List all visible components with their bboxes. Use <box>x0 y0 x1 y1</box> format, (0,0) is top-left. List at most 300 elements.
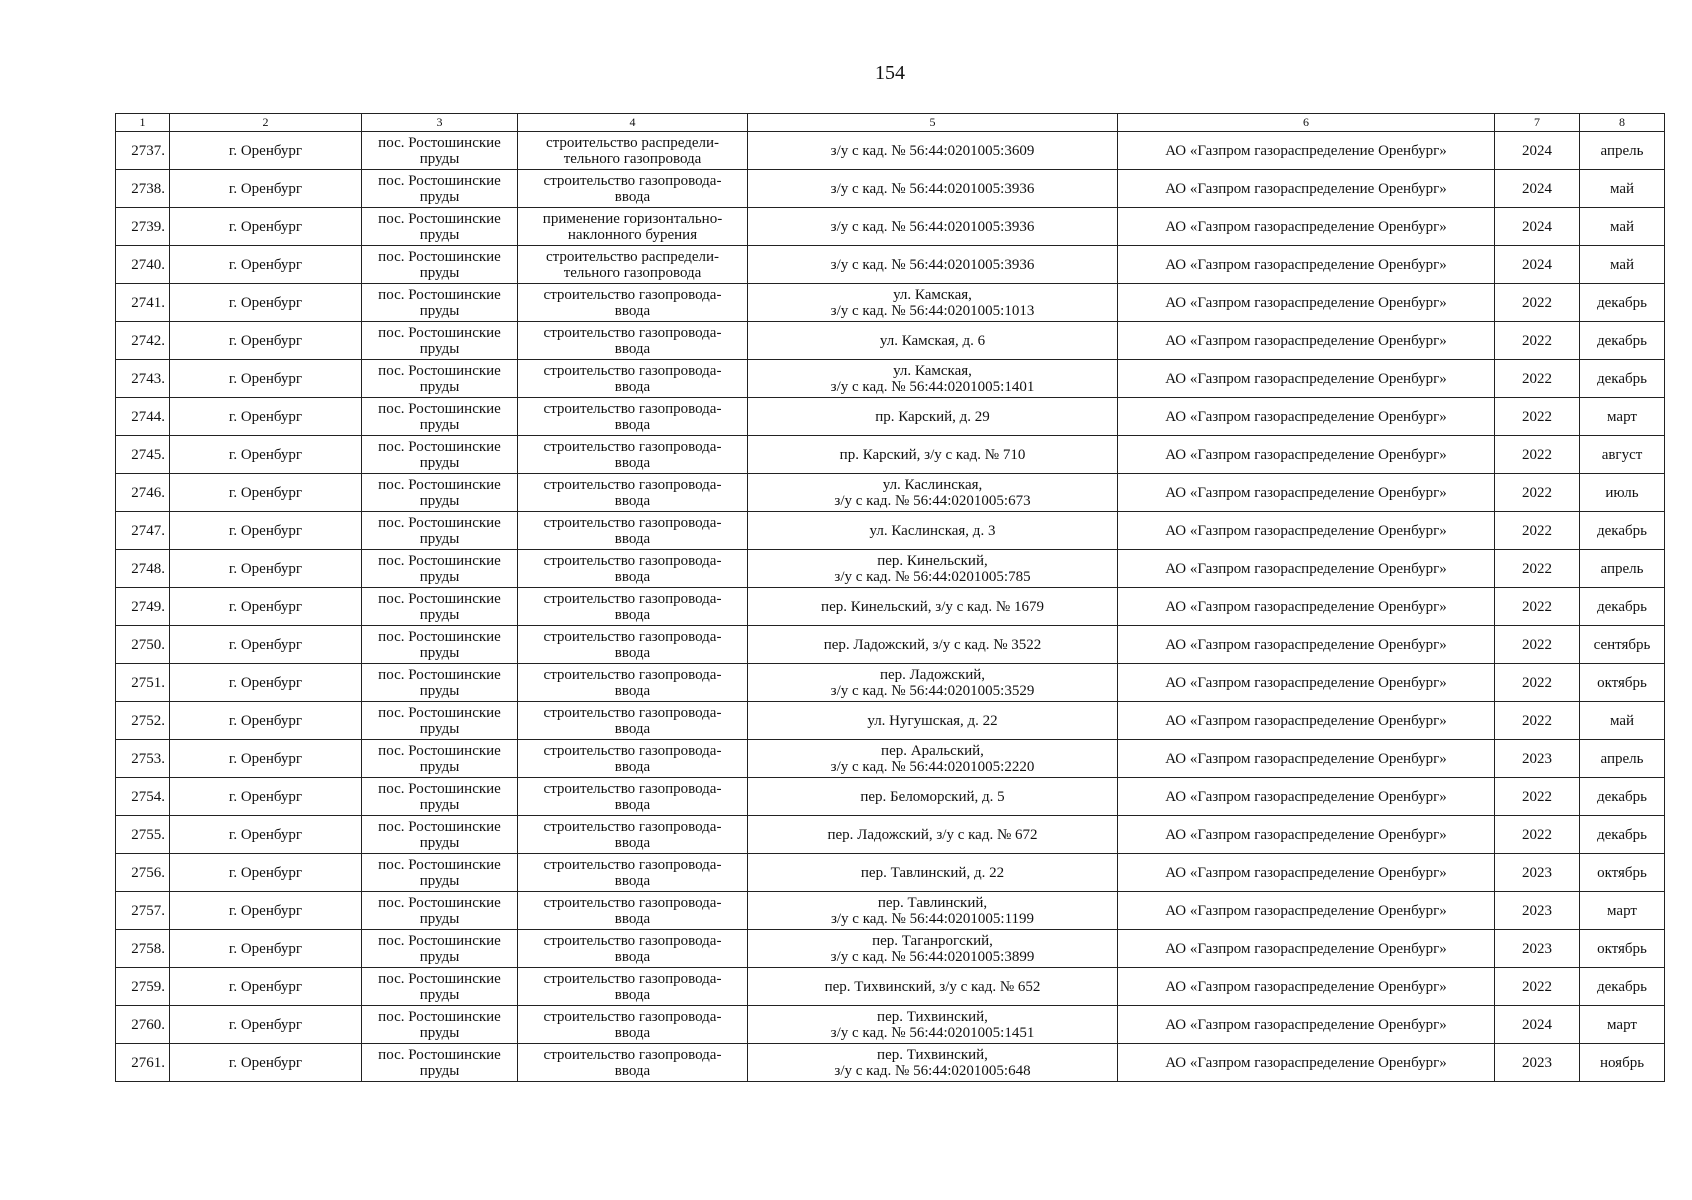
month-cell: декабрь <box>1580 322 1665 360</box>
year-cell: 2023 <box>1495 1044 1580 1082</box>
organization-cell: АО «Газпром газораспределение Оренбург» <box>1118 474 1495 512</box>
organization-cell: АО «Газпром газораспределение Оренбург» <box>1118 132 1495 170</box>
row-number-cell: 2755. <box>116 816 170 854</box>
address-cell-line: пер. Кинельский, з/у с кад. № 1679 <box>821 598 1044 615</box>
work-type-cell <box>518 968 748 1006</box>
year-cell: 2022 <box>1495 778 1580 816</box>
organization-cell: АО «Газпром газораспределение Оренбург» <box>1118 626 1495 664</box>
table-row <box>116 816 1665 854</box>
organization-cell: АО «Газпром газораспределение Оренбург» <box>1118 892 1495 930</box>
city-cell: г. Оренбург <box>170 778 362 816</box>
address-cell-line: з/у с кад. № 56:44:0201005:3529 <box>830 682 1035 699</box>
month-cell: март <box>1580 892 1665 930</box>
work-type-cell-line: строительство газопровода- <box>543 590 722 607</box>
locality-cell-line: пос. Ростошинские <box>378 324 501 341</box>
work-type-cell <box>518 322 748 360</box>
locality-cell <box>362 474 518 512</box>
month-cell: декабрь <box>1580 968 1665 1006</box>
locality-cell <box>362 930 518 968</box>
address-cell <box>748 246 1118 284</box>
organization-cell: АО «Газпром газораспределение Оренбург» <box>1118 512 1495 550</box>
work-type-cell-line: ввода <box>614 758 651 775</box>
address-cell-line: пер. Аральский, <box>881 742 984 759</box>
locality-cell-line: пос. Ростошинские <box>378 932 501 949</box>
table-row <box>116 854 1665 892</box>
table-row <box>116 360 1665 398</box>
work-type-cell-line: строительство газопровода- <box>543 172 722 189</box>
table-row <box>116 1006 1665 1044</box>
row-number-cell: 2756. <box>116 854 170 892</box>
work-type-cell-line: ввода <box>614 834 651 851</box>
address-cell-line: з/у с кад. № 56:44:0201005:1401 <box>830 378 1035 395</box>
organization-cell: АО «Газпром газораспределение Оренбург» <box>1118 740 1495 778</box>
work-type-cell-line: ввода <box>614 492 651 509</box>
work-type-cell <box>518 246 748 284</box>
city-cell: г. Оренбург <box>170 930 362 968</box>
work-type-cell-line: ввода <box>614 378 651 395</box>
organization-cell: АО «Газпром газораспределение Оренбург» <box>1118 208 1495 246</box>
column-number: 3 <box>362 114 518 132</box>
locality-cell <box>362 322 518 360</box>
address-cell <box>748 740 1118 778</box>
work-type-cell <box>518 550 748 588</box>
locality-cell <box>362 284 518 322</box>
work-type-cell-line: строительство газопровода- <box>543 818 722 835</box>
month-cell: декабрь <box>1580 816 1665 854</box>
year-cell: 2022 <box>1495 702 1580 740</box>
year-cell: 2023 <box>1495 854 1580 892</box>
address-cell <box>748 550 1118 588</box>
year-cell: 2024 <box>1495 1006 1580 1044</box>
city-cell: г. Оренбург <box>170 474 362 512</box>
year-cell: 2022 <box>1495 398 1580 436</box>
locality-cell-line: пруды <box>419 644 460 661</box>
month-cell: декабрь <box>1580 778 1665 816</box>
address-cell-line: пер. Тихвинский, <box>877 1046 988 1063</box>
work-type-cell-line: ввода <box>614 302 651 319</box>
address-cell-line: пер. Тавлинский, <box>877 894 988 911</box>
organization-cell: АО «Газпром газораспределение Оренбург» <box>1118 588 1495 626</box>
locality-cell-line: пруды <box>419 150 460 167</box>
work-type-cell-line: ввода <box>614 606 651 623</box>
work-type-cell-line: ввода <box>614 910 651 927</box>
month-cell: май <box>1580 702 1665 740</box>
locality-cell-line: пруды <box>419 872 460 889</box>
address-cell-line: пер. Таганрогский, <box>872 932 993 949</box>
city-cell: г. Оренбург <box>170 892 362 930</box>
locality-cell-line: пос. Ростошинские <box>378 362 501 379</box>
address-cell-line: пер. Кинельский, <box>877 552 988 569</box>
organization-cell: АО «Газпром газораспределение Оренбург» <box>1118 170 1495 208</box>
work-type-cell-line: ввода <box>614 682 651 699</box>
work-type-cell <box>518 740 748 778</box>
month-cell: июль <box>1580 474 1665 512</box>
table-row <box>116 702 1665 740</box>
work-type-cell <box>518 512 748 550</box>
organization-cell: АО «Газпром газораспределение Оренбург» <box>1118 702 1495 740</box>
locality-cell <box>362 1006 518 1044</box>
locality-cell-line: пос. Ростошинские <box>378 628 501 645</box>
work-type-cell-line: строительство газопровода- <box>543 1008 722 1025</box>
work-type-cell-line: строительство газопровода- <box>543 780 722 797</box>
work-type-cell <box>518 816 748 854</box>
row-number-cell: 2747. <box>116 512 170 550</box>
address-cell <box>748 512 1118 550</box>
row-number-cell: 2757. <box>116 892 170 930</box>
locality-cell-line: пос. Ростошинские <box>378 894 501 911</box>
locality-cell-line: пруды <box>419 340 460 357</box>
locality-cell-line: пруды <box>419 416 460 433</box>
month-cell: октябрь <box>1580 930 1665 968</box>
locality-cell-line: пруды <box>419 1024 460 1041</box>
locality-cell-line: пруды <box>419 226 460 243</box>
work-type-cell-line: строительство газопровода- <box>543 476 722 493</box>
work-type-cell <box>518 778 748 816</box>
year-cell: 2022 <box>1495 436 1580 474</box>
work-type-cell-line: ввода <box>614 1062 651 1079</box>
address-cell-line: пр. Карский, д. 29 <box>875 408 990 425</box>
locality-cell-line: пос. Ростошинские <box>378 590 501 607</box>
row-number-cell: 2748. <box>116 550 170 588</box>
work-type-cell-line: ввода <box>614 454 651 471</box>
locality-cell-line: пос. Ростошинские <box>378 818 501 835</box>
row-number-cell: 2746. <box>116 474 170 512</box>
locality-cell-line: пруды <box>419 682 460 699</box>
column-number: 5 <box>748 114 1118 132</box>
locality-cell <box>362 816 518 854</box>
work-type-cell-line: ввода <box>614 720 651 737</box>
address-cell <box>748 208 1118 246</box>
work-type-cell-line: строительство распредели- <box>545 248 719 265</box>
column-number-row <box>116 114 1665 132</box>
table-row <box>116 664 1665 702</box>
column-number: 6 <box>1118 114 1495 132</box>
row-number-cell: 2738. <box>116 170 170 208</box>
table-row <box>116 474 1665 512</box>
address-cell <box>748 778 1118 816</box>
city-cell: г. Оренбург <box>170 1044 362 1082</box>
month-cell: апрель <box>1580 132 1665 170</box>
year-cell: 2023 <box>1495 740 1580 778</box>
address-cell-line: ул. Каслинская, д. 3 <box>869 522 996 539</box>
address-cell <box>748 284 1118 322</box>
locality-cell-line: пруды <box>419 720 460 737</box>
work-type-cell <box>518 284 748 322</box>
work-type-cell-line: строительство газопровода- <box>543 286 722 303</box>
city-cell: г. Оренбург <box>170 816 362 854</box>
address-cell-line: пр. Карский, з/у с кад. № 710 <box>839 446 1026 463</box>
work-type-cell-line: строительство газопровода- <box>543 400 722 417</box>
city-cell: г. Оренбург <box>170 208 362 246</box>
row-number-cell: 2752. <box>116 702 170 740</box>
work-type-cell <box>518 854 748 892</box>
locality-cell-line: пос. Ростошинские <box>378 476 501 493</box>
locality-cell-line: пруды <box>419 454 460 471</box>
column-number: 4 <box>518 114 748 132</box>
organization-cell: АО «Газпром газораспределение Оренбург» <box>1118 284 1495 322</box>
address-cell-line: пер. Ладожский, з/у с кад. № 672 <box>827 826 1038 843</box>
work-type-cell-line: строительство газопровода- <box>543 438 722 455</box>
table-row <box>116 778 1665 816</box>
city-cell: г. Оренбург <box>170 322 362 360</box>
organization-cell: АО «Газпром газораспределение Оренбург» <box>1118 246 1495 284</box>
row-number-cell: 2749. <box>116 588 170 626</box>
work-type-cell-line: ввода <box>614 530 651 547</box>
month-cell: сентябрь <box>1580 626 1665 664</box>
city-cell: г. Оренбург <box>170 550 362 588</box>
address-cell-line: з/у с кад. № 56:44:0201005:648 <box>834 1062 1031 1079</box>
city-cell: г. Оренбург <box>170 284 362 322</box>
locality-cell-line: пос. Ростошинские <box>378 134 501 151</box>
address-cell-line: ул. Нугушская, д. 22 <box>867 712 998 729</box>
work-type-cell-line: строительство газопровода- <box>543 362 722 379</box>
row-number-cell: 2740. <box>116 246 170 284</box>
work-type-cell-line: строительство газопровода- <box>543 894 722 911</box>
table-row <box>116 398 1665 436</box>
table-row <box>116 284 1665 322</box>
organization-cell: АО «Газпром газораспределение Оренбург» <box>1118 664 1495 702</box>
address-cell-line: пер. Тавлинский, д. 22 <box>860 864 1005 881</box>
table-row <box>116 550 1665 588</box>
address-cell-line: ул. Камская, <box>893 286 972 303</box>
address-cell <box>748 132 1118 170</box>
locality-cell-line: пос. Ростошинские <box>378 438 501 455</box>
city-cell: г. Оренбург <box>170 360 362 398</box>
city-cell: г. Оренбург <box>170 246 362 284</box>
year-cell: 2022 <box>1495 474 1580 512</box>
work-type-cell-line: ввода <box>614 188 651 205</box>
locality-cell-line: пос. Ростошинские <box>378 742 501 759</box>
locality-cell-line: пос. Ростошинские <box>378 704 501 721</box>
work-type-cell-line: тельного газопровода <box>563 150 702 167</box>
city-cell: г. Оренбург <box>170 512 362 550</box>
address-cell-line: з/у с кад. № 56:44:0201005:2220 <box>830 758 1035 775</box>
work-type-cell-line: ввода <box>614 872 651 889</box>
year-cell: 2022 <box>1495 550 1580 588</box>
row-number-cell: 2751. <box>116 664 170 702</box>
locality-cell <box>362 740 518 778</box>
month-cell: декабрь <box>1580 360 1665 398</box>
organization-cell: АО «Газпром газораспределение Оренбург» <box>1118 778 1495 816</box>
work-type-cell-line: строительство газопровода- <box>543 932 722 949</box>
work-type-cell <box>518 170 748 208</box>
locality-cell <box>362 892 518 930</box>
table-row <box>116 968 1665 1006</box>
work-type-cell-line: строительство газопровода- <box>543 856 722 873</box>
row-number-cell: 2742. <box>116 322 170 360</box>
locality-cell <box>362 778 518 816</box>
address-cell-line: з/у с кад. № 56:44:0201005:3936 <box>830 180 1035 197</box>
locality-cell <box>362 550 518 588</box>
address-cell-line: з/у с кад. № 56:44:0201005:3936 <box>830 256 1035 273</box>
address-cell-line: з/у с кад. № 56:44:0201005:3936 <box>830 218 1035 235</box>
row-number-cell: 2737. <box>116 132 170 170</box>
table-row <box>116 170 1665 208</box>
table-row <box>116 208 1665 246</box>
locality-cell <box>362 968 518 1006</box>
address-cell-line: пер. Тихвинский, з/у с кад. № 652 <box>824 978 1041 995</box>
year-cell: 2024 <box>1495 246 1580 284</box>
year-cell: 2022 <box>1495 322 1580 360</box>
work-type-cell-line: строительство распредели- <box>545 134 719 151</box>
row-number-cell: 2759. <box>116 968 170 1006</box>
work-type-cell <box>518 892 748 930</box>
row-number-cell: 2760. <box>116 1006 170 1044</box>
table-body <box>116 132 1665 1082</box>
locality-cell <box>362 854 518 892</box>
work-type-cell <box>518 132 748 170</box>
locality-cell-line: пруды <box>419 1062 460 1079</box>
work-type-cell-line: строительство газопровода- <box>543 628 722 645</box>
city-cell: г. Оренбург <box>170 170 362 208</box>
locality-cell-line: пруды <box>419 606 460 623</box>
organization-cell: АО «Газпром газораспределение Оренбург» <box>1118 1044 1495 1082</box>
year-cell: 2022 <box>1495 968 1580 1006</box>
row-number-cell: 2761. <box>116 1044 170 1082</box>
address-cell <box>748 398 1118 436</box>
month-cell: март <box>1580 1006 1665 1044</box>
locality-cell-line: пруды <box>419 948 460 965</box>
column-number: 8 <box>1580 114 1665 132</box>
month-cell: декабрь <box>1580 512 1665 550</box>
work-type-cell-line: ввода <box>614 796 651 813</box>
address-cell-line: з/у с кад. № 56:44:0201005:1199 <box>830 910 1035 927</box>
work-type-cell <box>518 436 748 474</box>
locality-cell-line: пруды <box>419 492 460 509</box>
work-type-cell-line: строительство газопровода- <box>543 704 722 721</box>
address-cell <box>748 626 1118 664</box>
locality-cell-line: пос. Ростошинские <box>378 780 501 797</box>
work-type-cell <box>518 664 748 702</box>
locality-cell <box>362 246 518 284</box>
organization-cell: АО «Газпром газораспределение Оренбург» <box>1118 854 1495 892</box>
city-cell: г. Оренбург <box>170 702 362 740</box>
locality-cell-line: пос. Ростошинские <box>378 400 501 417</box>
locality-cell-line: пруды <box>419 530 460 547</box>
city-cell: г. Оренбург <box>170 664 362 702</box>
table-row <box>116 1044 1665 1082</box>
address-cell-line: з/у с кад. № 56:44:0201005:3609 <box>830 142 1035 159</box>
work-type-cell <box>518 398 748 436</box>
city-cell: г. Оренбург <box>170 968 362 1006</box>
locality-cell-line: пруды <box>419 986 460 1003</box>
year-cell: 2022 <box>1495 626 1580 664</box>
city-cell: г. Оренбург <box>170 740 362 778</box>
locality-cell-line: пос. Ростошинские <box>378 514 501 531</box>
locality-cell <box>362 436 518 474</box>
address-cell <box>748 816 1118 854</box>
locality-cell <box>362 208 518 246</box>
year-cell: 2022 <box>1495 360 1580 398</box>
locality-cell <box>362 398 518 436</box>
work-type-cell <box>518 626 748 664</box>
address-cell-line: ул. Камская, д. 6 <box>879 332 986 349</box>
address-cell <box>748 854 1118 892</box>
work-type-cell-line: ввода <box>614 948 651 965</box>
locality-cell-line: пруды <box>419 796 460 813</box>
locality-cell-line: пруды <box>419 568 460 585</box>
work-type-cell-line: строительство газопровода- <box>543 666 722 683</box>
month-cell: апрель <box>1580 550 1665 588</box>
locality-cell-line: пос. Ростошинские <box>378 970 501 987</box>
registry-table <box>115 113 1665 1082</box>
address-cell-line: пер. Ладожский, <box>879 666 986 683</box>
year-cell: 2022 <box>1495 816 1580 854</box>
year-cell: 2023 <box>1495 892 1580 930</box>
row-number-cell: 2754. <box>116 778 170 816</box>
table-row <box>116 930 1665 968</box>
locality-cell <box>362 512 518 550</box>
work-type-cell-line: ввода <box>614 340 651 357</box>
month-cell: май <box>1580 170 1665 208</box>
locality-cell <box>362 360 518 398</box>
address-cell <box>748 322 1118 360</box>
table-row <box>116 512 1665 550</box>
address-cell-line: з/у с кад. № 56:44:0201005:673 <box>834 492 1031 509</box>
address-cell-line: пер. Беломорский, д. 5 <box>860 788 1005 805</box>
organization-cell: АО «Газпром газораспределение Оренбург» <box>1118 398 1495 436</box>
page-number: 154 <box>875 62 905 84</box>
address-cell-line: ул. Каслинская, <box>882 476 983 493</box>
work-type-cell-line: тельного газопровода <box>563 264 702 281</box>
work-type-cell-line: ввода <box>614 568 651 585</box>
address-cell <box>748 436 1118 474</box>
table-row <box>116 740 1665 778</box>
row-number-cell: 2744. <box>116 398 170 436</box>
locality-cell-line: пос. Ростошинские <box>378 856 501 873</box>
row-number-cell: 2750. <box>116 626 170 664</box>
organization-cell: АО «Газпром газораспределение Оренбург» <box>1118 436 1495 474</box>
address-cell-line: з/у с кад. № 56:44:0201005:3899 <box>830 948 1035 965</box>
month-cell: май <box>1580 246 1665 284</box>
city-cell: г. Оренбург <box>170 436 362 474</box>
work-type-cell-line: ввода <box>614 416 651 433</box>
locality-cell-line: пос. Ростошинские <box>378 1008 501 1025</box>
locality-cell-line: пруды <box>419 910 460 927</box>
work-type-cell-line: строительство газопровода- <box>543 1046 722 1063</box>
work-type-cell <box>518 702 748 740</box>
city-cell: г. Оренбург <box>170 854 362 892</box>
locality-cell-line: пос. Ростошинские <box>378 210 501 227</box>
locality-cell-line: пос. Ростошинские <box>378 286 501 303</box>
address-cell <box>748 170 1118 208</box>
organization-cell: АО «Газпром газораспределение Оренбург» <box>1118 968 1495 1006</box>
row-number-cell: 2753. <box>116 740 170 778</box>
month-cell: август <box>1580 436 1665 474</box>
work-type-cell <box>518 360 748 398</box>
year-cell: 2024 <box>1495 132 1580 170</box>
column-number: 7 <box>1495 114 1580 132</box>
locality-cell <box>362 1044 518 1082</box>
table-row <box>116 626 1665 664</box>
work-type-cell <box>518 1006 748 1044</box>
organization-cell: АО «Газпром газораспределение Оренбург» <box>1118 816 1495 854</box>
month-cell: март <box>1580 398 1665 436</box>
address-cell <box>748 968 1118 1006</box>
month-cell: декабрь <box>1580 588 1665 626</box>
row-number-cell: 2741. <box>116 284 170 322</box>
address-cell-line: пер. Тихвинский, <box>877 1008 988 1025</box>
city-cell: г. Оренбург <box>170 626 362 664</box>
work-type-cell-line: ввода <box>614 644 651 661</box>
month-cell: апрель <box>1580 740 1665 778</box>
month-cell: ноябрь <box>1580 1044 1665 1082</box>
locality-cell-line: пруды <box>419 264 460 281</box>
work-type-cell-line: наклонного бурения <box>567 226 698 243</box>
address-cell <box>748 892 1118 930</box>
table-row <box>116 436 1665 474</box>
year-cell: 2023 <box>1495 930 1580 968</box>
